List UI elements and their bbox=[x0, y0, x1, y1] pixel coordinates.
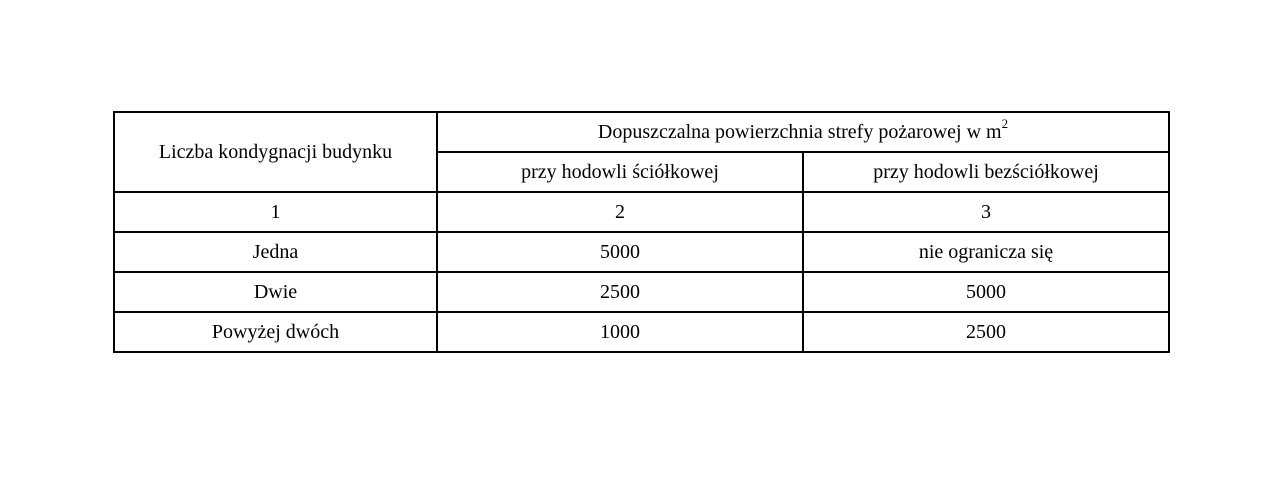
header-permitted-area bbox=[437, 112, 1169, 152]
header-permitted-area-label: Dopuszczalna powierzchnia strefy pożarowej w m bbox=[597, 121, 1002, 143]
no-litter-area-cell: 2500 bbox=[803, 312, 1169, 352]
header-litter-farming-label: przy hodowli ściółkowej bbox=[521, 161, 719, 183]
no-litter-area-cell: 5000 bbox=[803, 272, 1169, 312]
litter-area-cell: 2500 bbox=[437, 272, 803, 312]
floors-cell: Dwie bbox=[114, 272, 437, 312]
column-number-2: 2 bbox=[437, 192, 803, 232]
header-litter-farming bbox=[437, 152, 803, 192]
header-floors-count bbox=[114, 112, 437, 192]
header-unit-superscript: 2 bbox=[1001, 116, 1009, 132]
no-litter-area-cell: nie ogranicza się bbox=[803, 232, 1169, 272]
header-litterless-farming bbox=[803, 152, 1169, 192]
litter-area-cell: 5000 bbox=[437, 232, 803, 272]
table-row bbox=[114, 232, 1169, 272]
header-row-1 bbox=[114, 112, 1169, 152]
table-row bbox=[114, 272, 1169, 312]
header-litterless-farming-label: przy hodowli bezściółkowej bbox=[873, 161, 1099, 183]
floors-cell: Jedna bbox=[114, 232, 437, 272]
table-row bbox=[114, 312, 1169, 352]
floors-cell: Powyżej dwóch bbox=[114, 312, 437, 352]
header-floors-count-label: Liczba kondygnacji budynku bbox=[158, 141, 393, 163]
column-number-1: 1 bbox=[114, 192, 437, 232]
column-number-3: 3 bbox=[803, 192, 1169, 232]
litter-area-cell: 1000 bbox=[437, 312, 803, 352]
column-numbering-row bbox=[114, 192, 1169, 232]
fire-zone-area-table bbox=[113, 111, 1170, 353]
